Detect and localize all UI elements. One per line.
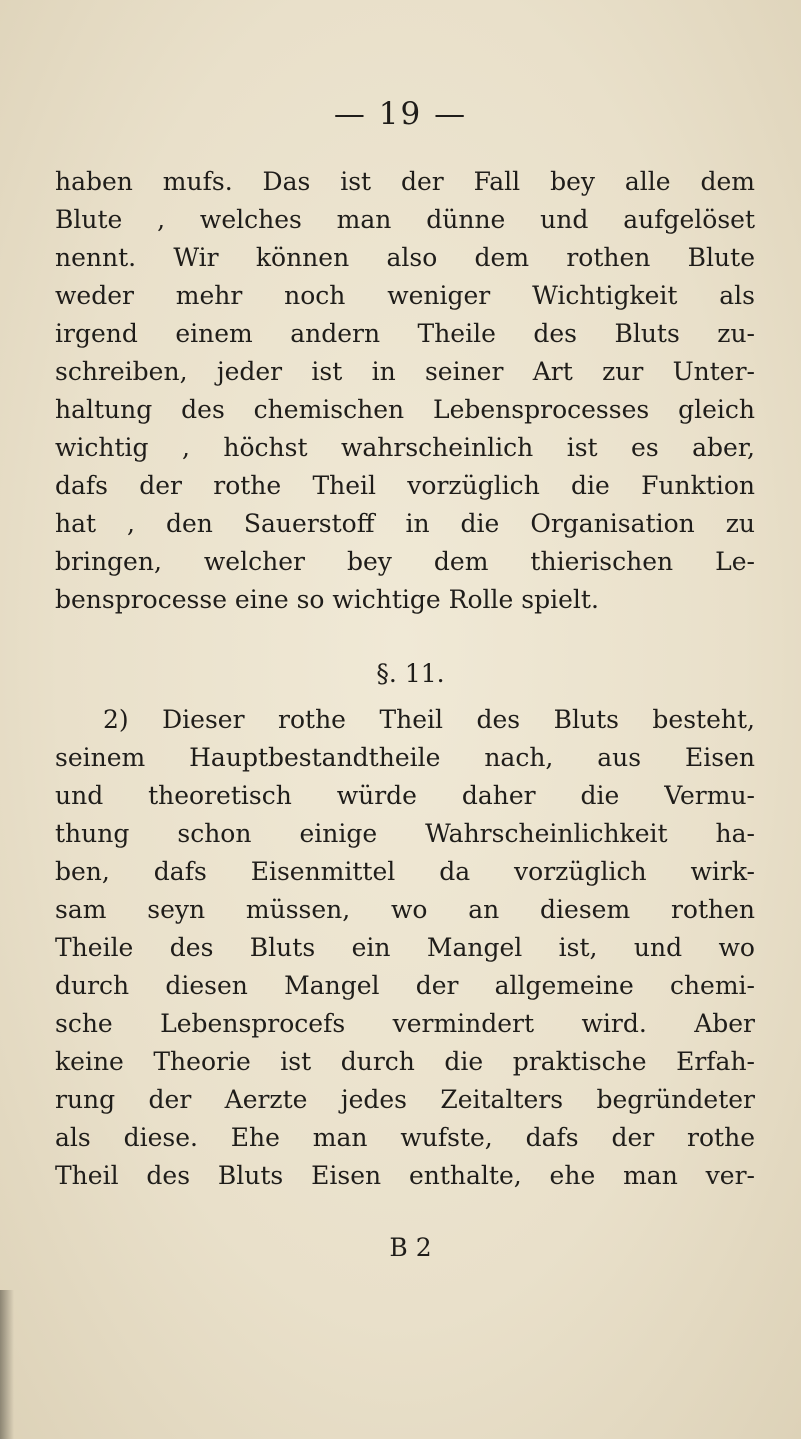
text-line: irgend einem andern Theile des Bluts zu- xyxy=(55,319,755,348)
text-line: keine Theorie ist durch die praktische Erfah- xyxy=(55,1047,755,1076)
paragraph-1 xyxy=(55,163,755,619)
text-line: durch diesen Mangel der allgemeine chemi- xyxy=(55,971,755,1000)
text-line: als diese. Ehe man wufste, dafs der rothe xyxy=(55,1123,755,1152)
text-line: dafs der rothe Theil vorzüglich die Funktion xyxy=(55,471,755,500)
text-line: bensprocesse eine so wichtige Rolle spielt. xyxy=(55,585,599,614)
text-line: wichtig , höchst wahrscheinlich ist es aber, xyxy=(55,433,755,462)
section-mark: §. 11. xyxy=(376,659,445,688)
page-number-header: — 19 — xyxy=(333,96,468,132)
text-line: bringen, welcher bey dem thierischen Le- xyxy=(55,547,755,576)
text-line: Blute , welches man dünne und aufgelöset xyxy=(55,205,755,234)
text-line: rung der Aerzte jedes Zeitalters begründeter xyxy=(55,1085,755,1114)
text-line: hat , den Sauerstoff in die Organisation zu xyxy=(55,509,755,538)
paragraph-2 xyxy=(55,701,755,1195)
text-line: Theil des Bluts Eisen enthalte, ehe man ver- xyxy=(55,1161,755,1190)
text-line: und theoretisch würde daher die Vermu- xyxy=(55,781,755,810)
text-line: 2) Dieser rothe Theil des Bluts besteht, xyxy=(103,705,755,734)
text-line: sam seyn müssen, wo an diesem rothen xyxy=(55,895,755,924)
text-line: Theile des Bluts ein Mangel ist, und wo xyxy=(55,933,755,962)
text-line: haben mufs. Das ist der Fall bey alle dem xyxy=(55,167,755,196)
text-line: weder mehr noch weniger Wichtigkeit als xyxy=(55,281,755,310)
text-line: haltung des chemischen Lebensprocesses gleich xyxy=(55,395,755,424)
text-line: ben, dafs Eisenmittel da vorzüglich wirk- xyxy=(55,857,755,886)
section-heading xyxy=(0,659,801,688)
text-line: sche Lebensprocefs vermindert wird. Aber xyxy=(55,1009,755,1038)
page-edge-shadow xyxy=(0,1290,14,1439)
signature-mark: B 2 xyxy=(389,1233,432,1262)
text-line: seinem Hauptbestandtheile nach, aus Eisen xyxy=(55,743,755,772)
text-line: thung schon einige Wahrscheinlichkeit ha- xyxy=(55,819,755,848)
text-line: nennt. Wir können also dem rothen Blute xyxy=(55,243,755,272)
text-line: schreiben, jeder ist in seiner Art zur Unter- xyxy=(55,357,755,386)
